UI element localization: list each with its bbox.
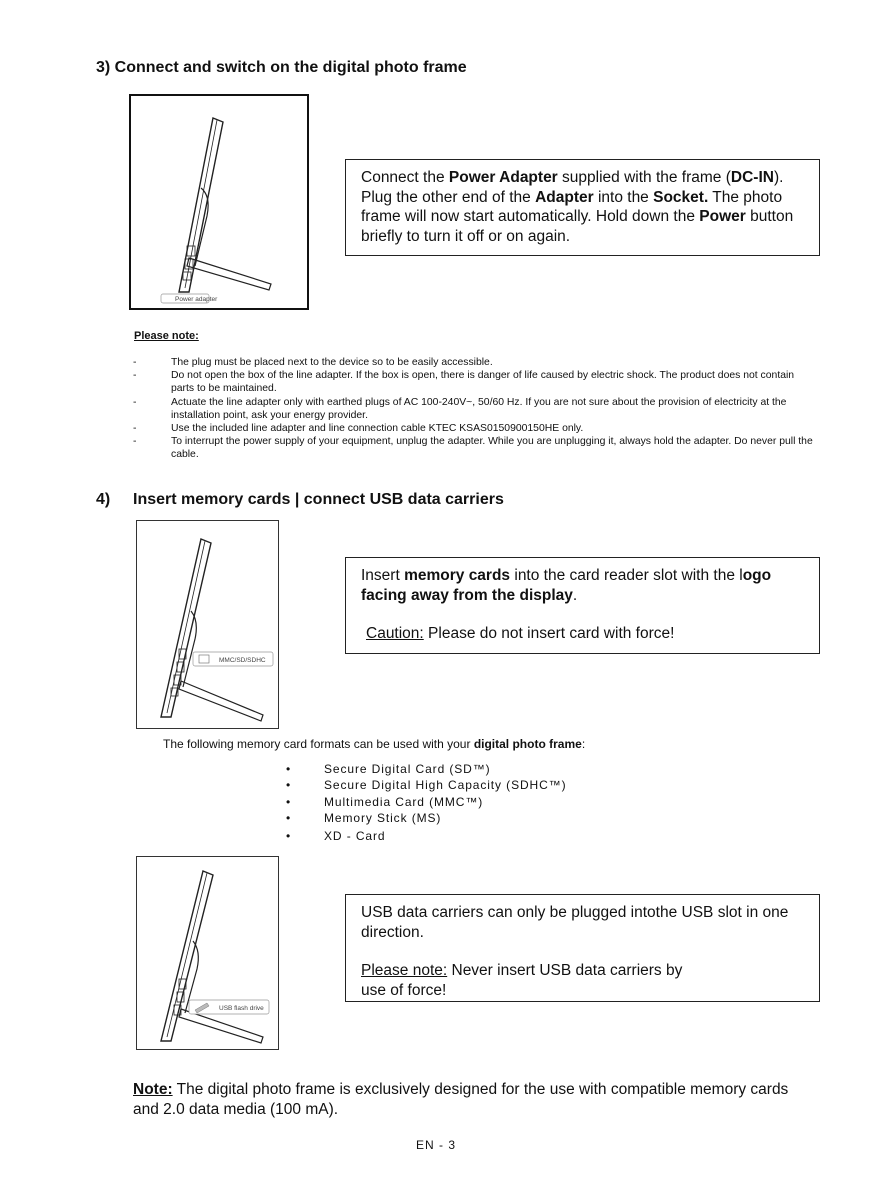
- bullet: •: [286, 762, 292, 776]
- final-note: [133, 1080, 813, 1120]
- dash-bullet: -: [133, 357, 137, 368]
- callout-text: ). Plug the other end of the: [361, 169, 784, 206]
- dash-bullet: -: [133, 436, 137, 447]
- callout-bold: Socket.: [653, 188, 709, 206]
- usb-callout: [345, 894, 820, 1002]
- caution-line: [361, 624, 804, 644]
- usb-direction-text: USB data carriers can only be plugged intothe USB slot in one direction.: [361, 904, 789, 941]
- dash-bullet: -: [133, 397, 137, 408]
- note-text: Do not open the box of the line adapter. If the box is open, there is danger of life caused by electric shock. The product does not contain parts to be maintained.: [171, 370, 795, 395]
- intro-bold: digital photo frame: [473, 737, 582, 751]
- note-text: To interrupt the power supply of your equipment, unplug the adapter. While you are unplugging it, always hold the adapter. Do never pull the cable.: [171, 436, 813, 461]
- caution-text: Please do not insert card with force!: [423, 625, 675, 642]
- note-text: Actuate the line adapter only with earthed plugs of AC 100-240V~, 50/60 Hz. If you are not sure about the provision of electricity at the installation point, ask your energy provider.: [171, 397, 787, 422]
- callout-bold: ogo facing away from the display: [361, 567, 772, 604]
- bullet: •: [286, 778, 292, 792]
- format-name: Multimedia Card (MMC™): [324, 795, 484, 809]
- usb-note-line: [361, 961, 701, 1000]
- frame-usb-figure: [136, 856, 279, 1050]
- formats-intro: [163, 737, 585, 751]
- format-name: Secure Digital Card (SD™): [324, 762, 491, 776]
- photo-frame-card-illustration: [137, 521, 278, 728]
- photo-frame-usb-illustration: [137, 857, 278, 1049]
- bullet: •: [286, 795, 292, 809]
- callout-bold: Adapter: [535, 188, 594, 206]
- format-name: Memory Stick (MS): [324, 811, 442, 825]
- usb-note-text: Never insert USB data carriers by use of force!: [361, 962, 683, 999]
- format-name: XD - Card: [324, 829, 386, 843]
- intro-text: :: [581, 737, 586, 751]
- caution-label: Caution:: [366, 625, 424, 642]
- frame-power-figure: [129, 94, 309, 310]
- callout-text: into the: [593, 188, 654, 206]
- callout-text: The photo frame will now start automatically. Hold down the: [361, 188, 783, 225]
- usb-flash-label: USB flash drive: [219, 1005, 264, 1012]
- final-note-text: The digital photo frame is exclusively designed for the use with compatible memory cards and 2.0 data media (100 mA).: [133, 1081, 789, 1118]
- bullet: •: [286, 829, 292, 843]
- please-note-title: Please note:: [134, 330, 199, 342]
- power-adapter-label: Power adapter: [175, 296, 218, 303]
- memory-card-callout: [345, 557, 820, 654]
- section-3-heading: 3) Connect and switch on the digital photo frame: [96, 59, 467, 76]
- callout-text: button briefly to turn it off or on again.: [361, 208, 794, 245]
- callout-bold: memory cards: [404, 567, 511, 584]
- callout-bold: Power: [699, 208, 746, 225]
- bullet: •: [286, 811, 292, 825]
- format-name: Secure Digital High Capacity (SDHC™): [324, 778, 567, 792]
- card-formats-list: [286, 762, 686, 846]
- frame-memory-card-figure: [136, 520, 279, 729]
- callout-text: Connect the: [361, 169, 449, 186]
- callout-bold: DC-IN: [730, 169, 774, 186]
- power-adapter-callout: [345, 159, 820, 256]
- usb-note-label: Please note:: [361, 962, 448, 979]
- page-number: EN - 3: [416, 1138, 457, 1152]
- note-text: The plug must be placed next to the device so to be easily accessible.: [171, 357, 493, 368]
- callout-bold: Power Adapter: [448, 169, 558, 186]
- final-note-label: Note:: [133, 1081, 173, 1098]
- note-text: Use the included line adapter and line connection cable KTEC KSAS0150900150HE only.: [171, 423, 584, 434]
- section-4-heading: Insert memory cards | connect USB data carriers: [133, 491, 504, 508]
- safety-notes-list: [133, 356, 823, 466]
- photo-frame-side-illustration: [131, 96, 307, 308]
- section-4-number: 4): [96, 491, 111, 508]
- dash-bullet: -: [133, 370, 137, 381]
- callout-text: into the card reader slot with the l: [510, 567, 743, 584]
- callout-text: .: [572, 586, 578, 604]
- memory-card-label: MMC/SD/SDHC: [219, 657, 266, 664]
- dash-bullet: -: [133, 423, 137, 434]
- intro-text: The following memory card formats can be used with your: [163, 737, 474, 751]
- callout-text: supplied with the frame (: [557, 169, 731, 186]
- callout-text: Insert: [361, 567, 405, 584]
